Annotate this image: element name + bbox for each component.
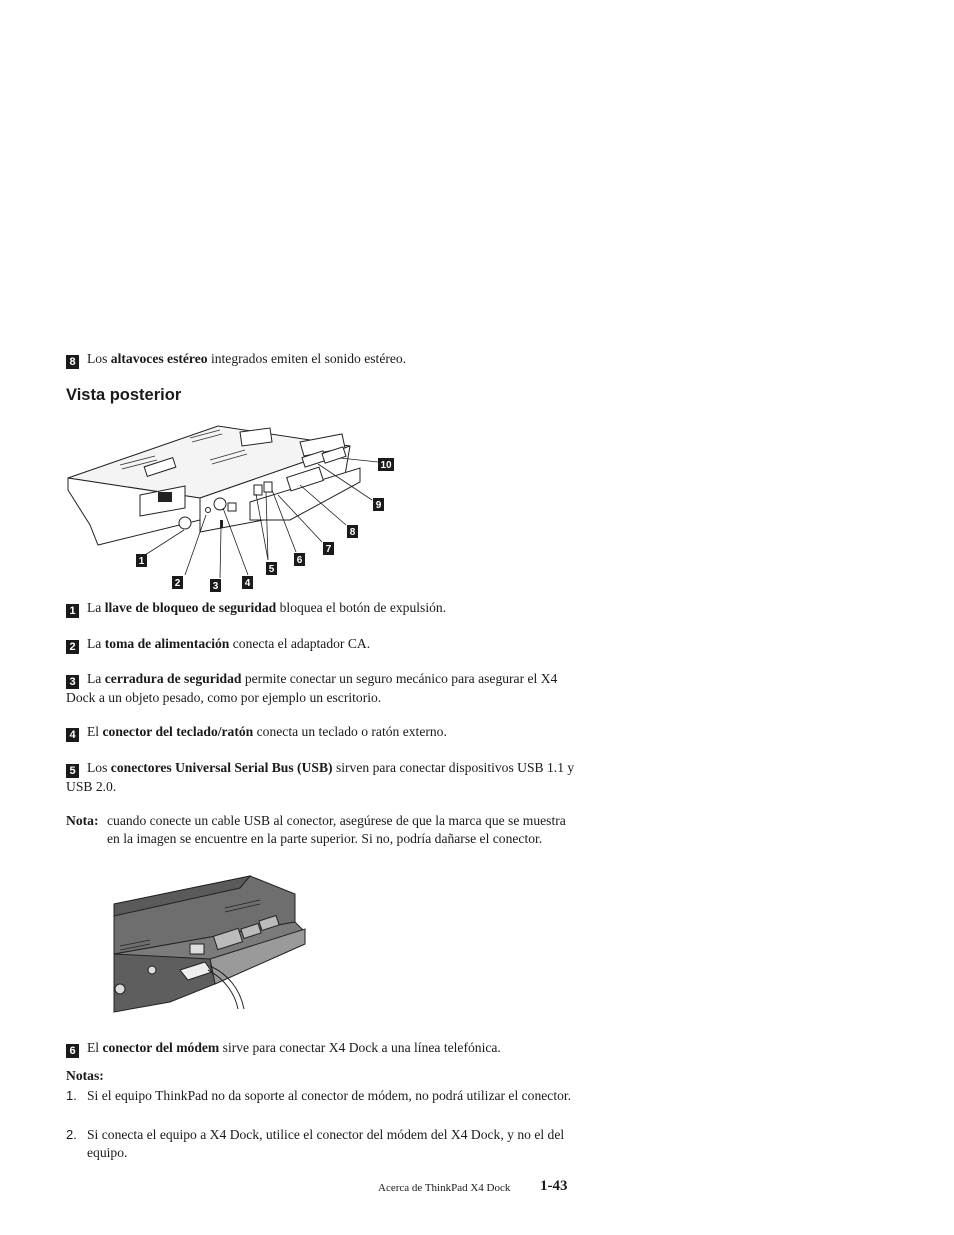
item-2-term: toma de alimentación xyxy=(104,636,230,651)
callout-label-7: 7 xyxy=(325,544,332,555)
callout-badge-1: 1 xyxy=(66,604,79,618)
notas-list-text-1: Si el equipo ThinkPad no da soporte al conector de módem, no podrá utilizar el conector. xyxy=(87,1088,572,1103)
item-1-term: llave de bloqueo de seguridad xyxy=(104,600,277,615)
item-8-post: integrados emiten el sonido estéreo. xyxy=(207,351,407,366)
item-1-paragraph xyxy=(66,599,576,618)
callout-badge-3: 3 xyxy=(66,675,79,689)
item-3-term: cerradura de seguridad xyxy=(104,671,242,686)
note-label: Nota: xyxy=(66,813,99,828)
callout-badge-5: 5 xyxy=(66,764,79,778)
item-6-post: sirve para conectar X4 Dock a una línea telefónica. xyxy=(219,1040,501,1055)
item-1-pre: La xyxy=(87,600,105,615)
item-4-term: conector del teclado/ratón xyxy=(102,724,254,739)
item-8-pre: Los xyxy=(87,351,111,366)
callout-label-4: 4 xyxy=(244,578,251,589)
item-2-paragraph xyxy=(66,635,576,654)
item-4-pre: El xyxy=(87,724,103,739)
item-1-post: bloquea el botón de expulsión. xyxy=(276,600,447,615)
note-text: cuando conecte un cable USB al conector, asegúrese de que la marca que se muestra en la imagen se encuentre en la parte superior. Si no, podría dañarse el conector. xyxy=(107,813,566,846)
footer-title: Acerca de ThinkPad X4 Dock xyxy=(378,1182,511,1194)
item-6-term: conector del módem xyxy=(102,1040,220,1055)
item-3-post: permite conectar un seguro mecánico para asegurar el X4 Dock a un objeto pesado, como por ejemplo un escritorio. xyxy=(66,671,558,705)
item-5-post: sirven para conectar dispositivos USB 1.1 y USB 2.0. xyxy=(66,760,575,794)
item-5-pre: Los xyxy=(87,760,111,775)
notas-list-num-1: 1. xyxy=(66,1088,77,1103)
item-2-post: conecta el adaptador CA. xyxy=(229,636,371,651)
usb-connection-figure xyxy=(110,874,310,1014)
callout-label-6: 6 xyxy=(296,555,303,566)
dock-rear-view-figure xyxy=(60,420,410,596)
notas-label: Notas: xyxy=(66,1068,104,1083)
callout-label-10: 10 xyxy=(380,460,392,471)
callout-badge-2: 2 xyxy=(66,640,79,654)
callout-label-9: 9 xyxy=(375,500,382,511)
item-4-paragraph xyxy=(66,723,576,742)
callout-label-2: 2 xyxy=(174,578,181,589)
item-6-paragraph xyxy=(66,1039,576,1058)
callout-badge-6: 6 xyxy=(66,1044,79,1058)
item-8-term: altavoces estéreo xyxy=(110,351,208,366)
section-heading: Vista posterior xyxy=(66,386,182,404)
callout-label-5: 5 xyxy=(268,564,275,575)
page-number: 1-43 xyxy=(540,1178,568,1194)
item-3-pre: La xyxy=(87,671,105,686)
item-8-paragraph xyxy=(66,350,576,369)
notas-list-num-2: 2. xyxy=(66,1127,77,1142)
callout-label-1: 1 xyxy=(138,556,145,567)
callout-badge-8: 8 xyxy=(66,355,79,369)
item-3-paragraph xyxy=(66,670,576,707)
item-5-paragraph xyxy=(66,759,576,796)
item-2-pre: La xyxy=(87,636,105,651)
callout-label-8: 8 xyxy=(349,527,356,538)
callout-label-3: 3 xyxy=(212,581,219,592)
item-4-post: conecta un teclado o ratón externo. xyxy=(253,724,447,739)
notas-list-text-2: Si conecta el equipo a X4 Dock, utilice el conector del módem del X4 Dock, y no el del equipo. xyxy=(87,1127,565,1160)
callout-badge-4: 4 xyxy=(66,728,79,742)
item-6-pre: El xyxy=(87,1040,103,1055)
item-5-term: conectores Universal Serial Bus (USB) xyxy=(110,760,333,775)
